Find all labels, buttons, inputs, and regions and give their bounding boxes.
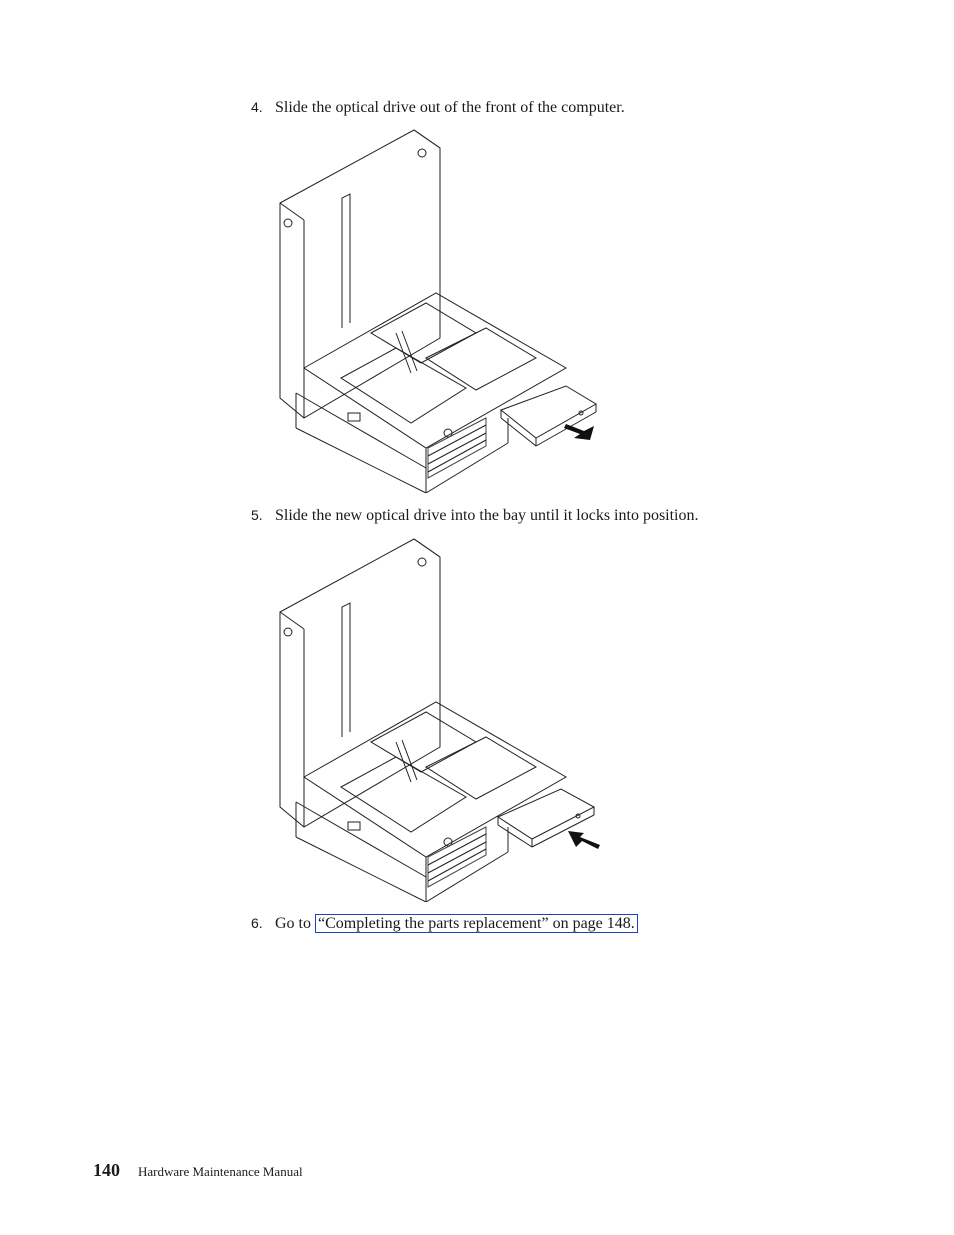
step-text: Slide the new optical drive into the bay until it locks into position. xyxy=(275,507,699,524)
step-prefix: Go to xyxy=(275,915,311,932)
step-number: 5. xyxy=(251,507,263,523)
completing-parts-replacement-link[interactable]: “Completing the parts replacement” on page 148. xyxy=(315,914,638,933)
figure-install-optical-drive xyxy=(276,537,606,902)
computer-drive-installation-illustration xyxy=(276,537,606,902)
step-text: Slide the optical drive out of the front of the computer. xyxy=(275,99,625,116)
page-footer xyxy=(93,1160,303,1181)
page-number: 140 xyxy=(93,1160,120,1180)
step-number: 4. xyxy=(251,99,263,115)
step-6 xyxy=(251,913,638,934)
step-5 xyxy=(251,505,699,526)
computer-drive-removal-illustration xyxy=(276,128,606,493)
figure-remove-optical-drive xyxy=(276,128,606,493)
step-number: 6. xyxy=(251,915,263,931)
manual-title: Hardware Maintenance Manual xyxy=(138,1164,303,1179)
step-4 xyxy=(251,97,625,118)
